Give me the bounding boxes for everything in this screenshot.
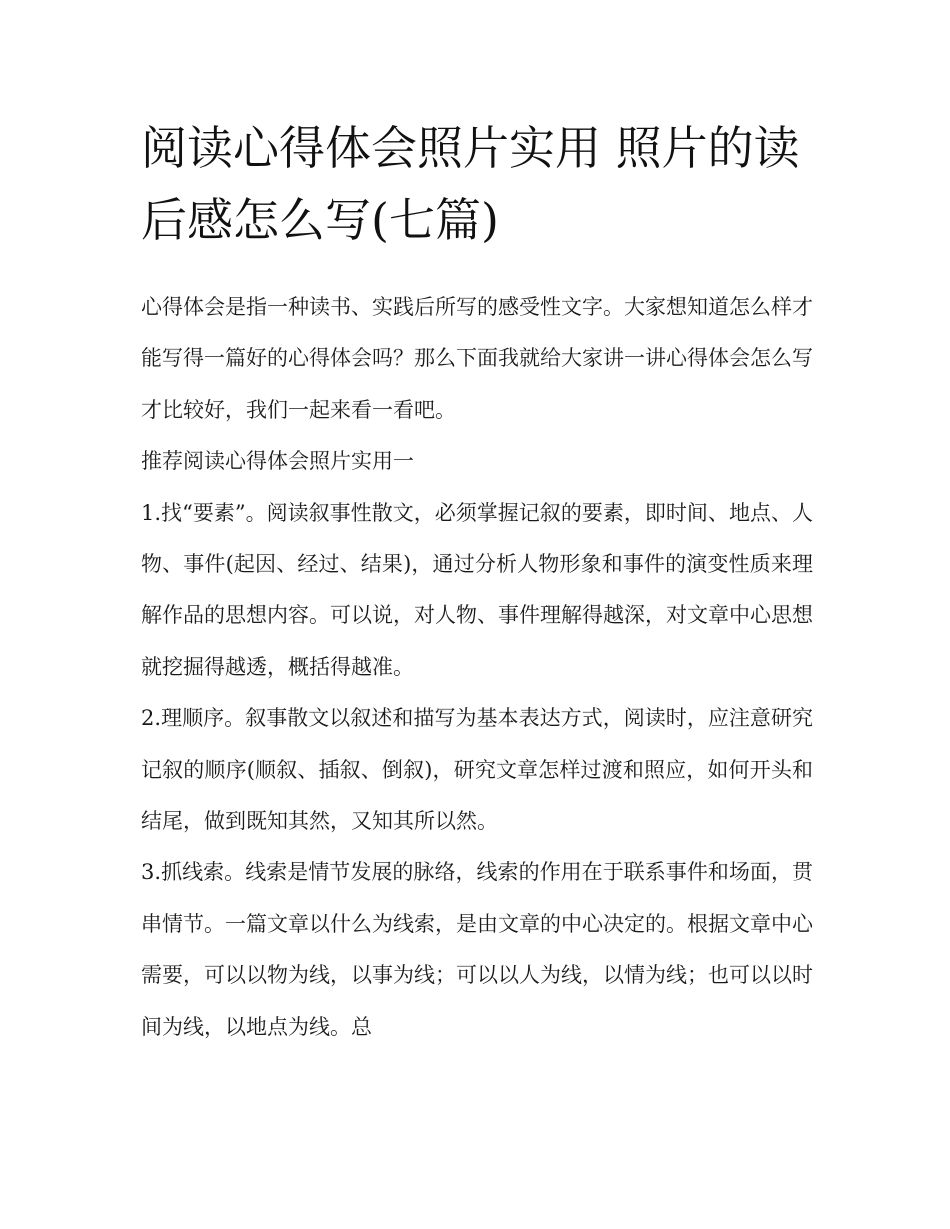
intro-paragraph: 心得体会是指一种读书、实践后所写的感受性文字。大家想知道怎么样才能写得一篇好的心得体会吗？那么下面我就给大家讲一讲心得体会怎么写才比较好，我们一起来看一看吧。 (141, 295, 813, 422)
section-heading: 推荐阅读心得体会照片实用一 (141, 449, 414, 474)
point-paragraph-2: 2.理顺序。叙事散文以叙述和描写为基本表达方式，阅读时，应注意研究记叙的顺序(顺叙、插叙、倒叙)，研究文章怎样过渡和照应，如何开头和结尾，做到既知其然，又知其所以然。 (141, 706, 813, 834)
point-paragraph-1: 1.找“要素”。阅读叙事性散文，必须掌握记叙的要素，即时间、地点、人物、事件(起因、经过、结果)，通过分析人物形象和事件的演变性质来理解作品的思想内容。可以说，对人物、事件理解得越深，对文章中心思想就挖掘得越透，概括得越准。 (141, 500, 813, 679)
point-paragraph-3: 3.抓线索。线索是情节发展的脉络，线索的作用在于联系事件和场面，贯串情节。一篇文章以什么为线索，是由文章的中心决定的。根据文章中心需要，可以以物为线，以事为线；可以以人为线，以情为线；也可以以时间为线，以地点为线。总 (141, 860, 813, 1039)
document-body (141, 282, 813, 1053)
document-page (141, 112, 813, 1053)
document-title: 阅读心得体会照片实用 照片的读后感怎么写(七篇) (141, 121, 800, 247)
